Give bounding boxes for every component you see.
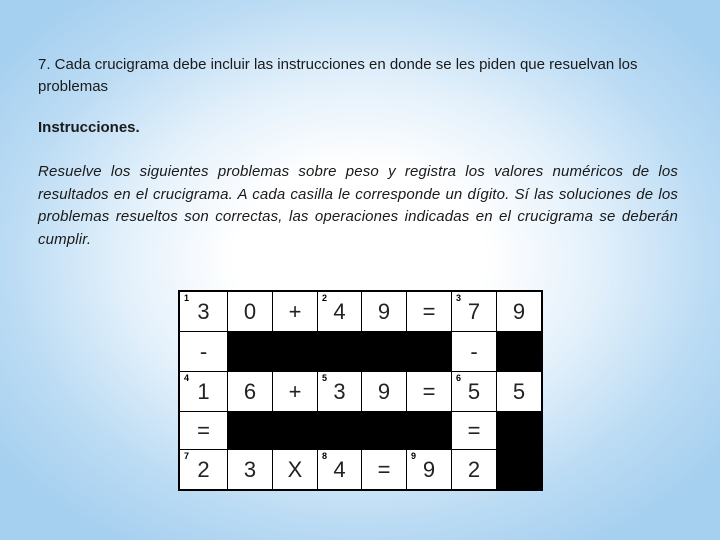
crossword-cell <box>497 372 541 412</box>
crossword-grid <box>178 290 543 491</box>
cell-value: 5 <box>467 378 481 404</box>
crossword-black-cell <box>407 412 452 450</box>
clue-number: 7 <box>184 451 190 461</box>
crossword-cell <box>180 332 228 372</box>
crossword-black-cell <box>362 332 407 372</box>
crossword-cell <box>273 372 318 412</box>
crossword-cell <box>273 450 318 489</box>
instructions-title: Instrucciones. <box>38 119 140 136</box>
crossword-cell <box>318 372 362 412</box>
crossword-black-cell <box>497 332 541 372</box>
cell-value: + <box>288 298 302 324</box>
clue-number: 2 <box>322 293 328 303</box>
cell-value: 9 <box>512 298 526 324</box>
cell-value: 4 <box>333 298 346 324</box>
cell-value: 4 <box>333 456 346 482</box>
crossword-black-cell <box>228 412 273 450</box>
clue-number: 1 <box>184 293 190 303</box>
instructions-text: Resuelve los siguientes problemas sobre peso y registra los valores numéricos de los resultados en el crucigrama. A cada casilla le corresponde un dígito. Sí las soluciones de los problemas resueltos son correctas, las operaciones indicadas en el crucigrama se deberán cumplir. <box>38 163 678 248</box>
crossword-cell <box>318 450 362 489</box>
crossword-cell <box>407 372 452 412</box>
clue-number: 8 <box>322 451 328 461</box>
crossword-cell <box>452 412 497 450</box>
crossword-cell <box>452 450 497 489</box>
cell-value: - <box>470 338 478 364</box>
crossword-cell <box>228 450 273 489</box>
crossword-cell <box>452 332 497 372</box>
cell-value: - <box>199 338 208 364</box>
clue-number: 9 <box>411 451 417 461</box>
crossword-cell <box>228 372 273 412</box>
crossword-black-cell <box>273 332 318 372</box>
crossword-cell <box>497 292 541 332</box>
crossword-cell <box>318 292 362 332</box>
exercise-heading: 7. Cada crucigrama debe incluir las instrucciones en donde se les piden que resuelvan los problemas <box>38 56 638 95</box>
cell-value: 3 <box>333 378 346 404</box>
crossword-cell <box>452 292 497 332</box>
cell-value: X <box>287 456 303 482</box>
clue-number: 6 <box>456 373 462 383</box>
cell-value: = <box>467 417 481 443</box>
cell-value: 3 <box>197 298 210 324</box>
cell-value: 0 <box>243 298 257 324</box>
cell-value: = <box>422 378 436 404</box>
cell-value: 3 <box>243 456 257 482</box>
clue-number: 4 <box>184 373 190 383</box>
crossword-black-cell <box>273 412 318 450</box>
crossword-cell <box>407 450 452 489</box>
cell-value: 9 <box>377 378 391 404</box>
crossword-cell <box>228 292 273 332</box>
clue-number: 3 <box>456 293 462 303</box>
crossword-cell <box>362 372 407 412</box>
crossword-cell <box>180 450 228 489</box>
crossword-cell <box>452 372 497 412</box>
crossword-cell <box>362 450 407 489</box>
crossword-cell <box>362 292 407 332</box>
cell-value: 1 <box>197 378 210 404</box>
cell-value: 2 <box>467 456 481 482</box>
crossword-cell <box>407 292 452 332</box>
cell-value: 5 <box>512 378 526 404</box>
cell-value: 9 <box>377 298 391 324</box>
cell-value: + <box>288 378 302 404</box>
crossword-black-cell <box>362 412 407 450</box>
cell-value: = <box>197 417 210 443</box>
crossword-cell <box>180 412 228 450</box>
cell-value: 2 <box>197 456 210 482</box>
cell-value: = <box>377 456 391 482</box>
crossword-black-cell <box>407 332 452 372</box>
crossword-black-cell <box>318 332 362 372</box>
cell-value: 9 <box>422 456 436 482</box>
crossword-black-cell <box>318 412 362 450</box>
crossword-black-cell <box>497 450 541 489</box>
crossword-black-cell <box>497 412 541 450</box>
crossword-cell <box>180 372 228 412</box>
clue-number: 5 <box>322 373 328 383</box>
crossword-black-cell <box>228 332 273 372</box>
crossword-cell <box>273 292 318 332</box>
cell-value: = <box>422 298 436 324</box>
crossword-cell <box>180 292 228 332</box>
cell-value: 6 <box>243 378 257 404</box>
cell-value: 7 <box>467 298 481 324</box>
